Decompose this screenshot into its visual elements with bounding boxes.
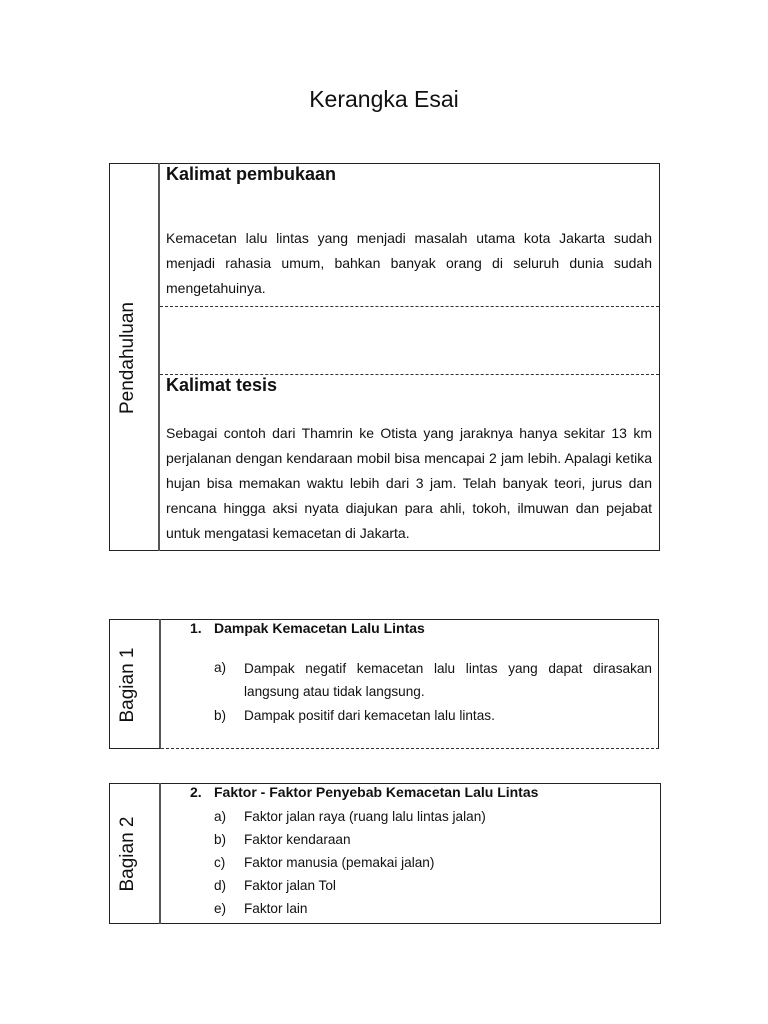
list-item-text: Dampak positif dari kemacetan lalu lintas. bbox=[244, 708, 495, 723]
part1-border-left bbox=[109, 619, 110, 748]
section-label-bagian-1: Bagian 1 bbox=[117, 647, 138, 723]
part1-column-divider bbox=[159, 619, 161, 749]
part1-number: 1. bbox=[190, 620, 202, 636]
part2-number: 2. bbox=[190, 784, 202, 800]
list-item-marker: c) bbox=[214, 855, 226, 870]
list-item bbox=[214, 832, 652, 852]
list-item bbox=[214, 878, 652, 898]
list-item bbox=[214, 901, 652, 921]
part2-title bbox=[190, 784, 538, 800]
intro-dashed-divider bbox=[160, 306, 659, 307]
list-item-text: Faktor jalan raya (ruang lalu lintas jalan) bbox=[244, 809, 486, 824]
part1-title bbox=[190, 620, 425, 636]
intro-column-divider bbox=[158, 163, 160, 551]
list-item-text: Faktor manusia (pemakai jalan) bbox=[244, 855, 435, 870]
list-item-marker: b) bbox=[214, 708, 227, 723]
list-item bbox=[214, 809, 652, 829]
part2-title-text: Faktor - Faktor Penyebab Kemacetan Lalu Lintas bbox=[214, 784, 539, 800]
list-item-text: Faktor lain bbox=[244, 901, 308, 916]
list-item-text: Faktor jalan Tol bbox=[244, 878, 336, 893]
intro-border-right bbox=[659, 163, 660, 551]
intro-border-bottom bbox=[109, 550, 660, 551]
section-label-pendahuluan: Pendahuluan bbox=[117, 302, 138, 414]
list-item-marker: a) bbox=[214, 809, 227, 824]
part1-border-bottom-solid bbox=[109, 748, 160, 749]
list-item-text: Faktor kendaraan bbox=[244, 832, 351, 847]
thesis-heading: Kalimat tesis bbox=[166, 375, 278, 395]
list-item bbox=[214, 708, 652, 728]
opening-heading: Kalimat pembukaan bbox=[166, 164, 337, 184]
list-item-marker: e) bbox=[214, 901, 227, 916]
part2-border-bottom bbox=[109, 923, 661, 924]
section-label-bagian-2: Bagian 2 bbox=[117, 816, 138, 892]
list-item-marker: b) bbox=[214, 832, 227, 847]
list-item bbox=[214, 660, 652, 710]
list-item bbox=[214, 855, 652, 875]
intro-border-left bbox=[109, 163, 110, 551]
list-item-marker: a) bbox=[214, 660, 227, 675]
thesis-paragraph: Sebagai contoh dari Thamrin ke Otista yang jaraknya hanya sekitar 13 km perjalanan dengan kendaraan mobil bisa mencapai 2 jam lebih. Apalagi ketika hujan bisa memakan waktu lebih dari 3 jam. Telah banyak teori, jurus dan rencana hingga aksi nyata diajukan para ahli, tokoh, ilmuwan dan pejabat untuk mengatasi kemacetan di Jakarta. bbox=[166, 425, 652, 541]
list-item-marker: d) bbox=[214, 878, 227, 893]
list-item-text: Dampak negatif kemacetan lalu lintas yang dapat dirasakan langsung atau tidak langsung. bbox=[244, 661, 652, 699]
opening-paragraph: Kemacetan lalu lintas yang menjadi masalah utama kota Jakarta sudah menjadi rahasia umum, bahkan banyak orang di seluruh dunia sudah mengetahuinya. bbox=[166, 230, 652, 296]
part2-border-left bbox=[109, 783, 110, 924]
part2-border-right bbox=[660, 783, 661, 924]
part1-border-bottom-dashed bbox=[161, 748, 659, 749]
document-title: Kerangka Esai bbox=[309, 86, 459, 112]
part1-title-text: Dampak Kemacetan Lalu Lintas bbox=[214, 620, 425, 636]
part2-column-divider bbox=[159, 783, 161, 924]
part1-border-right bbox=[658, 619, 659, 748]
